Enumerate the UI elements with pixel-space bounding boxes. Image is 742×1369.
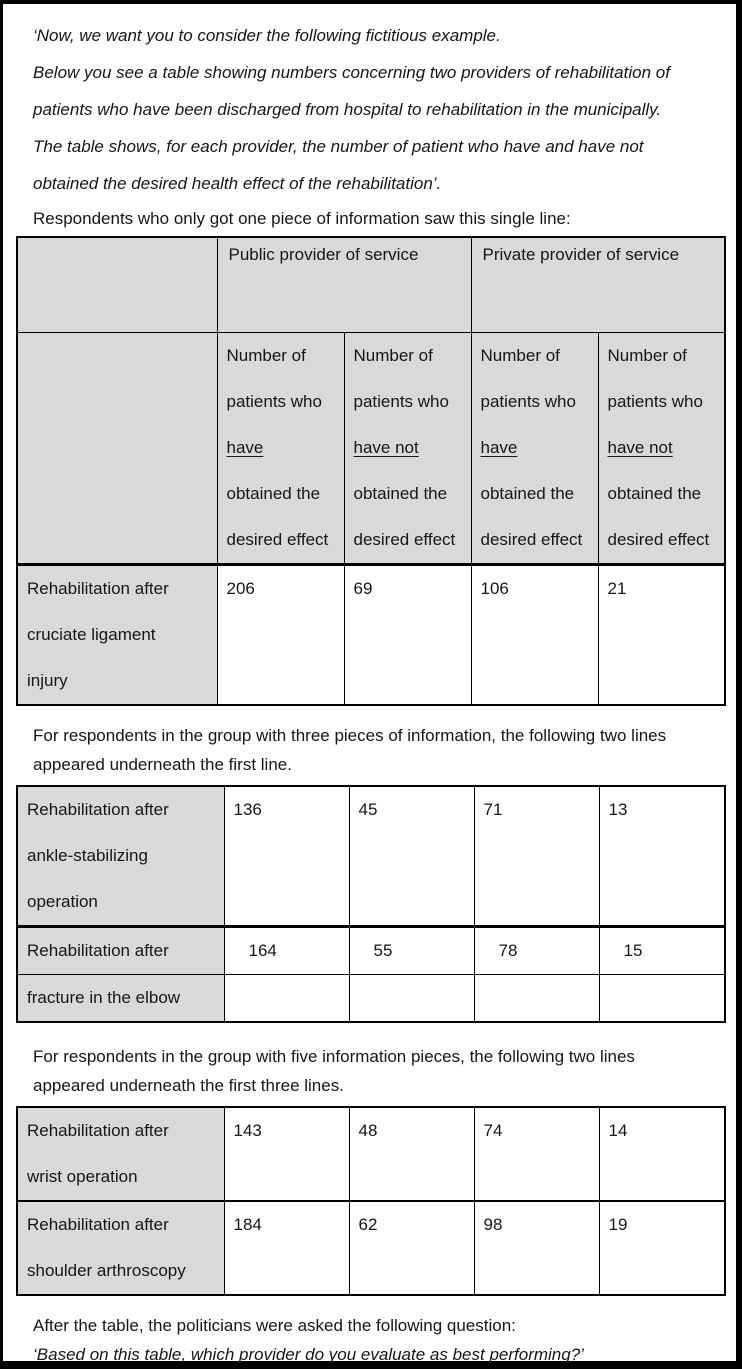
- five-lines-table: [16, 1106, 726, 1296]
- value-cell: 55: [349, 927, 474, 975]
- private-provider-header: Private provider of service: [471, 237, 725, 333]
- value-cell: 143: [224, 1107, 349, 1201]
- value-cell: [349, 975, 474, 1023]
- single-info-note: Respondents who only got one piece of information saw this single line:: [33, 209, 571, 228]
- closing-paragraph: [33, 1311, 726, 1369]
- value-cell: [599, 975, 725, 1023]
- value-cell: 15: [599, 927, 725, 975]
- value-cell: 13: [599, 786, 725, 927]
- table-row: [17, 1201, 725, 1295]
- three-lines-table: [16, 785, 726, 1023]
- table-row: [17, 786, 725, 927]
- value-cell: 48: [349, 1107, 474, 1201]
- value-cell: 206: [217, 565, 344, 706]
- table-row: [17, 927, 725, 975]
- table-row: [17, 975, 725, 1023]
- intro-line: ‘Now, we want you to consider the following fictitious example.: [33, 26, 501, 45]
- column-header-public-have: Number of patients who have obtained the desired effect: [217, 333, 344, 565]
- value-cell: 164: [224, 927, 349, 975]
- value-cell: 62: [349, 1201, 474, 1295]
- question-text: ‘Based on this table, which provider do you evaluate as best performing?’: [33, 1345, 584, 1364]
- row-label: Rehabilitation after: [17, 927, 224, 975]
- value-cell: 19: [599, 1201, 725, 1295]
- row-label: fracture in the elbow: [17, 975, 224, 1023]
- row-label: Rehabilitation after cruciate ligament injury: [17, 565, 217, 706]
- row-label: Rehabilitation after ankle-stabilizing operation: [17, 786, 224, 927]
- value-cell: 74: [474, 1107, 599, 1201]
- intro-line: patients who have been discharged from hospital to rehabilitation in the municipally.: [33, 100, 662, 119]
- intro-line: obtained the desired health effect of the rehabilitation’.: [33, 174, 442, 193]
- after-table-note: After the table, the politicians were asked the following question:: [33, 1316, 516, 1335]
- empty-corner-cell: [17, 333, 217, 565]
- value-cell: 136: [224, 786, 349, 927]
- value-cell: 184: [224, 1201, 349, 1295]
- value-cell: 71: [474, 786, 599, 927]
- column-header-public-have-not: Number of patients who have not obtained the desired effect: [344, 333, 471, 565]
- value-cell: 69: [344, 565, 471, 706]
- value-cell: 106: [471, 565, 598, 706]
- value-cell: [224, 975, 349, 1023]
- value-cell: 45: [349, 786, 474, 927]
- three-info-note: For respondents in the group with three pieces of information, the following two lines appeared underneath the first line.: [33, 726, 667, 774]
- value-cell: 14: [599, 1107, 725, 1201]
- intro-quote-paragraph: [33, 17, 726, 202]
- table-row: [17, 565, 725, 706]
- intro-line: Below you see a table showing numbers concerning two providers of rehabilitation of: [33, 63, 670, 82]
- table-row: [17, 1107, 725, 1201]
- provider-header-row: [17, 237, 725, 333]
- public-provider-header: Public provider of service: [217, 237, 471, 333]
- value-cell: 78: [474, 927, 599, 975]
- empty-corner-cell: [17, 237, 217, 333]
- row-label: Rehabilitation after shoulder arthroscopy: [17, 1201, 224, 1295]
- column-header-row: [17, 333, 725, 565]
- five-info-note: For respondents in the group with five information pieces, the following two lines appeared underneath the first three lines.: [33, 1047, 635, 1095]
- value-cell: [474, 975, 599, 1023]
- intro-line: The table shows, for each provider, the number of patient who have and have not: [33, 137, 644, 156]
- row-label: Rehabilitation after wrist operation: [17, 1107, 224, 1201]
- value-cell: 21: [598, 565, 725, 706]
- column-header-private-have: Number of patients who have obtained the desired effect: [471, 333, 598, 565]
- column-header-private-have-not: Number of patients who have not obtained the desired effect: [598, 333, 725, 565]
- value-cell: 98: [474, 1201, 599, 1295]
- one-line-table: [16, 236, 726, 706]
